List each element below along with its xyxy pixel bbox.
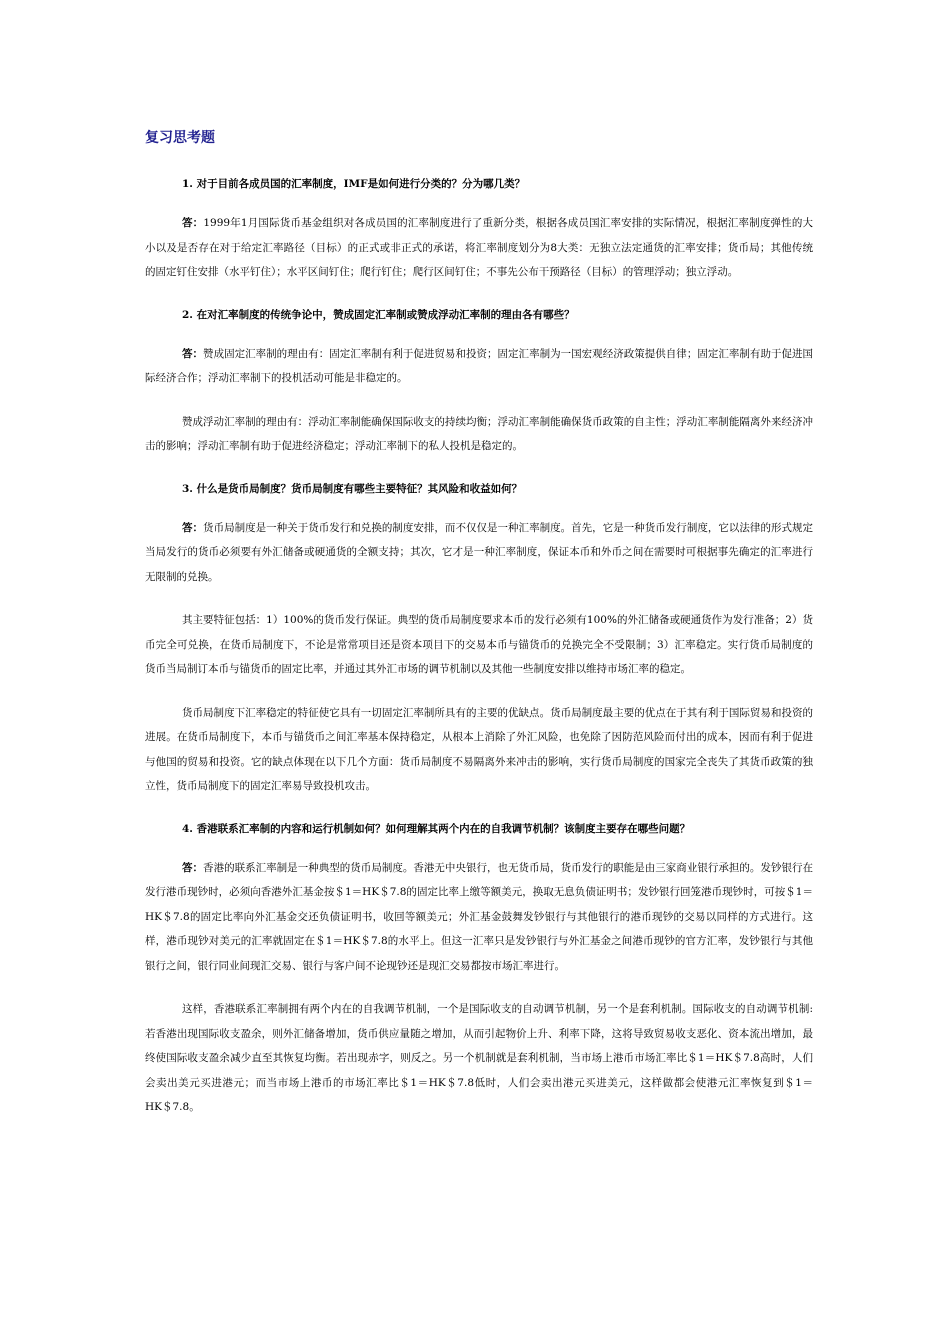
- answer-label: 答：: [182, 521, 204, 534]
- document-page: [145, 118, 813, 1120]
- answer-2-paragraph-2: 赞成浮动汇率制的理由有：浮动汇率制能确保国际收支的持续均衡；浮动汇率制能确保货币政策的自主性；浮动汇率制能隔离外来经济冲击的影响；浮动汇率制有助于促进经济稳定；浮动汇率制下的私人投机是稳定的。: [145, 415, 813, 452]
- page-title: 复习思考题: [145, 130, 215, 146]
- answer-3-paragraph-1: 答：货币局制度是一种关于货币发行和兑换的制度安排，而不仅仅是一种汇率制度。首先，它是一种货币发行制度，它以法律的形式规定当局发行的货币必须要有外汇储备或硬通货的全额支持；其次，它才是一种汇率制度，保证本币和外币之间在需要时可根据事先确定的汇率进行无限制的兑换。: [145, 521, 814, 583]
- answer-3-paragraph-2: 其主要特征包括：1）100%的货币发行保证。典型的货币局制度要求本币的发行必须有100%的外汇储备或硬通货作为发行准备；2）货币完全可兑换，在货币局制度下，不论是常常项目还是资本项目下的交易本币与锚货币的兑换完全不受限制；3）汇率稳定。实行货币局制度的货币当局制订本币与锚货币的固定比率，并通过其外汇市场的调节机制以及其他一些制度安排以维持市场汇率的稳定。: [145, 614, 813, 675]
- answer-4-paragraph-1: 答：香港的联系汇率制是一种典型的货币局制度。香港无中央银行，也无货币局，货币发行的职能是由三家商业银行承担的。发钞银行在发行港币现钞时，必须向香港外汇基金按＄1＝HK＄7.8的固定比率上缴等额美元，换取无息负债证明书；发钞银行回笼港币现钞时，可按＄1＝HK＄7.8的固定比率向外汇基金交还负债证明书，收回等额美元；外汇基金鼓舞发钞银行与其他银行的港币现钞的交易以同样的方式进行。这样，港币现钞对美元的汇率就固定在＄1＝HK＄7.8的水平上。但这一汇率只是发钞银行与外汇基金之间港币现钞的官方汇率，发钞银行与其他银行之间，银行同业间现汇交易、银行与客户间不论现钞还是现汇交易都按市场汇率进行。: [145, 861, 814, 972]
- answer-label: 答：: [182, 217, 204, 229]
- answer-1-paragraph-1: 答：1999年1月国际货币基金组织对各成员国的汇率制度进行了重新分类，根据各成员国汇率安排的实际情况，根据汇率制度弹性的大小以及是否存在对于给定汇率路径（目标）的正式或非正式的承诺，将汇率制度划分为8大类：无独立法定通货的汇率安排；货币局；其他传统的固定钉住安排（水平钉住）；水平区间钉住；爬行钉住；爬行区间钉住；不事先公布干预路径（目标）的管理浮动；独立浮动。: [145, 217, 814, 278]
- question-2: 2. 在对汇率制度的传统争论中，赞成固定汇率制或赞成浮动汇率制的理由各有哪些？: [182, 308, 575, 321]
- question-1: 1. 对于目前各成员国的汇率制度，IMF是如何进行分类的？分为哪几类？: [182, 178, 526, 190]
- answer-label: 答：: [182, 861, 204, 874]
- answer-3-paragraph-3: 货币局制度下汇率稳定的特征使它具有一切固定汇率制所具有的主要的优缺点。货币局制度最主要的优点在于其有利于国际贸易和投资的进展。在货币局制度下，本币与锚货币之间汇率基本保持稳定，从根本上消除了外汇风险，也免除了因防范风险而付出的成本，因而有利于促进与他国的贸易和投资。它的缺点体现在以下几个方面：货币局制度不易隔离外来冲击的影响，实行货币局制度的国家完全丧失了其货币政策的独立性，货币局制度下的固定汇率易导致投机攻击。: [145, 706, 813, 792]
- answer-4-paragraph-2: 这样，香港联系汇率制拥有两个内在的自我调节机制，一个是国际收支的自动调节机制，另一个是套利机制。国际收支的自动调节机制:若香港出现国际收支盈余，则外汇储备增加，货币供应量随之增加，从而引起物价上升、利率下降，这将导致贸易收支恶化、资本流出增加，最终使国际收支盈余减少直至其恢复均衡。若出现赤字，则反之。另一个机制就是套利机制，当市场上港币市场汇率比＄1＝HK＄7.8高时，人们会卖出美元买进港元；而当市场上港币的市场汇率比＄1＝HK＄7.8低时，人们会卖出港元买进美元，这样做都会使港元汇率恢复到＄1＝HK＄7.8。: [145, 1003, 813, 1113]
- question-4: 4. 香港联系汇率制的内容和运行机制如何？如何理解其两个内在的自我调节机制？该制度主要存在哪些问题？: [182, 822, 691, 835]
- answer-2-paragraph-1: 答：赞成固定汇率制的理由有：固定汇率制有利于促进贸易和投资；固定汇率制为一国宏观经济政策提供自律；固定汇率制有助于促进国际经济合作；浮动汇率制下的投机活动可能是非稳定的。: [145, 347, 814, 384]
- answer-label: 答：: [182, 347, 204, 360]
- question-3: 3. 什么是货币局制度？货币局制度有哪些主要特征？其风险和收益如何？: [182, 482, 523, 495]
